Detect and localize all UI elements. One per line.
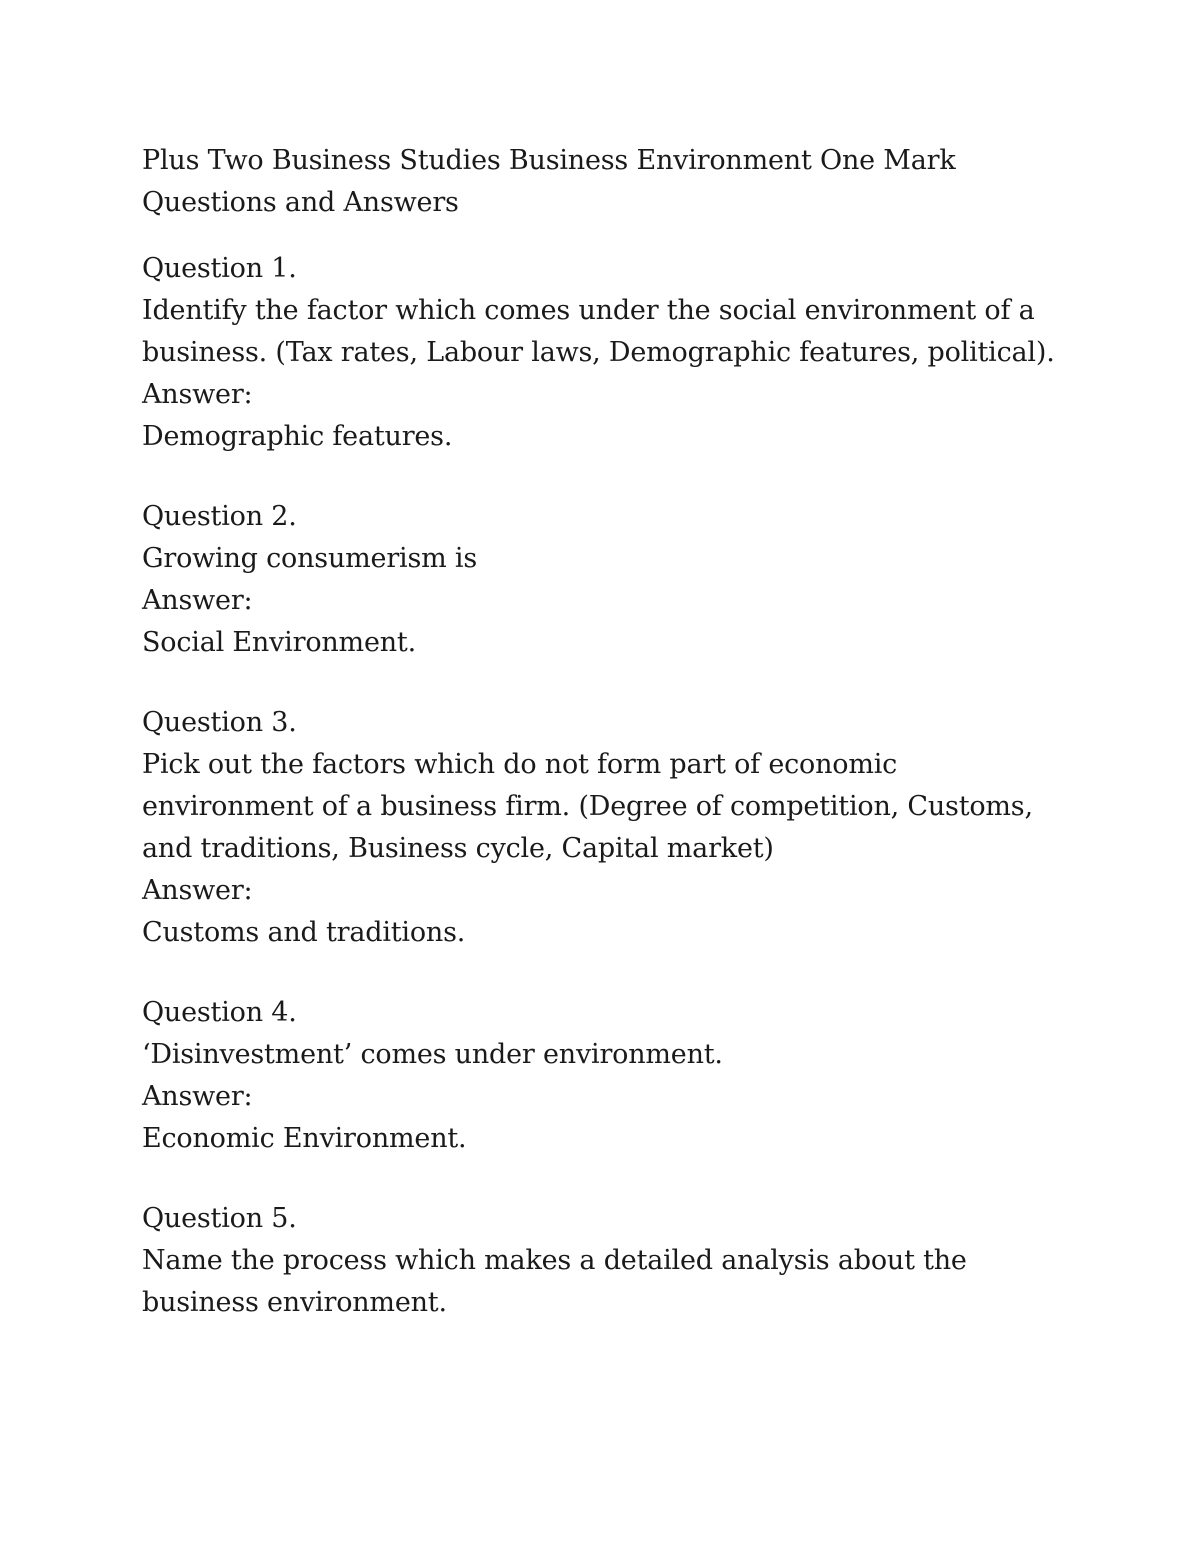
question-text: business environment. xyxy=(142,1287,447,1318)
answer-text: Economic Environment. xyxy=(142,1123,467,1154)
question-text: Pick out the factors which do not form part of economic xyxy=(142,749,898,780)
document-title xyxy=(142,140,1062,224)
question-heading: Question 2. xyxy=(142,501,297,532)
question-heading: Question 3. xyxy=(142,707,297,738)
title-line: Plus Two Business Studies Business Environment One Mark xyxy=(142,145,956,176)
question-heading: Question 1. xyxy=(142,253,297,284)
question-text: Growing consumerism is xyxy=(142,543,477,574)
question-text: and traditions, Business cycle, Capital market) xyxy=(142,833,774,864)
question-block-4 xyxy=(142,992,1062,1160)
question-text: business. (Tax rates, Labour laws, Demographic features, political). xyxy=(142,337,1055,368)
question-block-1 xyxy=(142,248,1062,458)
answer-label: Answer: xyxy=(142,379,253,410)
answer-label: Answer: xyxy=(142,585,253,616)
question-heading: Question 4. xyxy=(142,997,297,1028)
question-text: environment of a business firm. (Degree of competition, Customs, xyxy=(142,791,1033,822)
question-block-3 xyxy=(142,702,1062,954)
title-line: Questions and Answers xyxy=(142,187,459,218)
question-text: Name the process which makes a detailed analysis about the xyxy=(142,1245,967,1276)
question-block-2 xyxy=(142,496,1062,664)
question-block-5 xyxy=(142,1198,1062,1324)
answer-label: Answer: xyxy=(142,1081,253,1112)
answer-label: Answer: xyxy=(142,875,253,906)
document-page xyxy=(142,140,1062,1362)
answer-text: Customs and traditions. xyxy=(142,917,466,948)
question-heading: Question 5. xyxy=(142,1203,297,1234)
question-text: ‘Disinvestment’ comes under environment. xyxy=(142,1039,723,1070)
answer-text: Social Environment. xyxy=(142,627,416,658)
question-text: Identify the factor which comes under the social environment of a xyxy=(142,295,1035,326)
answer-text: Demographic features. xyxy=(142,421,453,452)
